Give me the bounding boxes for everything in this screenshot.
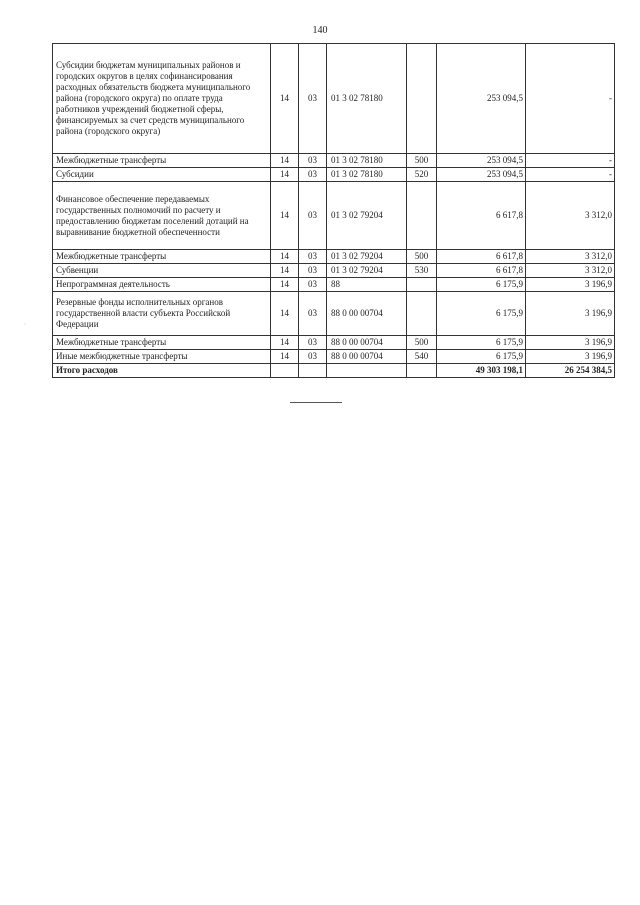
row-name: Субвенции	[53, 264, 271, 278]
row-pr: 03	[299, 278, 327, 292]
total-sum2: 26 254 384,5	[526, 364, 615, 378]
row-vr	[407, 292, 437, 336]
row-rz: 14	[271, 292, 299, 336]
row-sum2: 3 312,0	[526, 182, 615, 250]
row-sum1: 253 094,5	[437, 44, 526, 154]
row-sum2: 3 312,0	[526, 250, 615, 264]
row-pr: 03	[299, 292, 327, 336]
row-sum1: 6 175,9	[437, 292, 526, 336]
row-vr: 520	[407, 168, 437, 182]
row-rz: 14	[271, 250, 299, 264]
row-pr: 03	[299, 154, 327, 168]
row-name: Субсидии бюджетам муниципальных районов и городских округов в целях софинансирования расходных обязательств бюджета муниципального района (городского округа) по оплате труда работников учреждений бюджетной сферы, финансируемых за счет средств муниципального района (городского округа)	[53, 44, 271, 154]
row-csr: 88	[327, 278, 407, 292]
table-row	[53, 250, 615, 264]
row-csr: 01 3 02 78180	[327, 168, 407, 182]
budget-table	[52, 43, 615, 378]
row-sum1: 6 175,9	[437, 278, 526, 292]
row-csr: 88 0 00 00704	[327, 350, 407, 364]
row-rz: 14	[271, 336, 299, 350]
row-sum2: 3 196,9	[526, 336, 615, 350]
table-row	[53, 292, 615, 336]
row-vr: 500	[407, 250, 437, 264]
row-csr: 01 3 02 79204	[327, 250, 407, 264]
row-name: Иные межбюджетные трансферты	[53, 350, 271, 364]
row-pr: 03	[299, 350, 327, 364]
total-vr	[407, 364, 437, 378]
table-row	[53, 350, 615, 364]
total-sum1: 49 303 198,1	[437, 364, 526, 378]
row-sum1: 253 094,5	[437, 168, 526, 182]
total-pr	[299, 364, 327, 378]
row-csr: 01 3 02 78180	[327, 44, 407, 154]
table-row	[53, 168, 615, 182]
row-vr	[407, 278, 437, 292]
row-pr: 03	[299, 168, 327, 182]
row-sum1: 6 175,9	[437, 350, 526, 364]
row-csr: 88 0 00 00704	[327, 336, 407, 350]
row-vr	[407, 44, 437, 154]
row-rz: 14	[271, 168, 299, 182]
total-row	[53, 364, 615, 378]
row-sum2: -	[526, 154, 615, 168]
row-name: Субсидии	[53, 168, 271, 182]
row-name: Финансовое обеспечение передаваемых государственных полномочий по расчету и предоставлению бюджетам поселений дотаций на выравнивание бюджетной обеспеченности	[53, 182, 271, 250]
separator-line	[290, 402, 342, 403]
row-sum1: 253 094,5	[437, 154, 526, 168]
row-csr: 88 0 00 00704	[327, 292, 407, 336]
total-rz	[271, 364, 299, 378]
scan-dot: ·	[24, 322, 26, 328]
row-pr: 03	[299, 336, 327, 350]
row-pr: 03	[299, 44, 327, 154]
row-csr: 01 3 02 78180	[327, 154, 407, 168]
row-vr: 500	[407, 336, 437, 350]
table-row	[53, 182, 615, 250]
table-row	[53, 336, 615, 350]
row-rz: 14	[271, 154, 299, 168]
row-pr: 03	[299, 182, 327, 250]
row-sum2: 3 312,0	[526, 264, 615, 278]
row-csr: 01 3 02 79204	[327, 264, 407, 278]
row-csr: 01 3 02 79204	[327, 182, 407, 250]
row-vr: 500	[407, 154, 437, 168]
row-vr: 540	[407, 350, 437, 364]
row-name: Резервные фонды исполнительных органов государственной власти субъекта Российской Федерации	[53, 292, 271, 336]
row-pr: 03	[299, 264, 327, 278]
row-name: Межбюджетные трансферты	[53, 250, 271, 264]
row-sum1: 6 175,9	[437, 336, 526, 350]
row-sum2: -	[526, 168, 615, 182]
row-sum2: -	[526, 44, 615, 154]
row-name: Межбюджетные трансферты	[53, 336, 271, 350]
row-vr: 530	[407, 264, 437, 278]
row-sum1: 6 617,8	[437, 264, 526, 278]
row-rz: 14	[271, 182, 299, 250]
table-row	[53, 278, 615, 292]
total-label: Итого расходов	[53, 364, 271, 378]
row-sum1: 6 617,8	[437, 182, 526, 250]
row-sum2: 3 196,9	[526, 350, 615, 364]
table-row	[53, 154, 615, 168]
row-rz: 14	[271, 350, 299, 364]
table-row	[53, 44, 615, 154]
row-sum2: 3 196,9	[526, 292, 615, 336]
row-name: Межбюджетные трансферты	[53, 154, 271, 168]
page-number: 140	[312, 25, 328, 36]
row-sum1: 6 617,8	[437, 250, 526, 264]
row-rz: 14	[271, 264, 299, 278]
row-name: Непрограммная деятельность	[53, 278, 271, 292]
row-vr	[407, 182, 437, 250]
table-row	[53, 264, 615, 278]
row-sum2: 3 196,9	[526, 278, 615, 292]
row-pr: 03	[299, 250, 327, 264]
row-rz: 14	[271, 278, 299, 292]
total-csr	[327, 364, 407, 378]
row-rz: 14	[271, 44, 299, 154]
